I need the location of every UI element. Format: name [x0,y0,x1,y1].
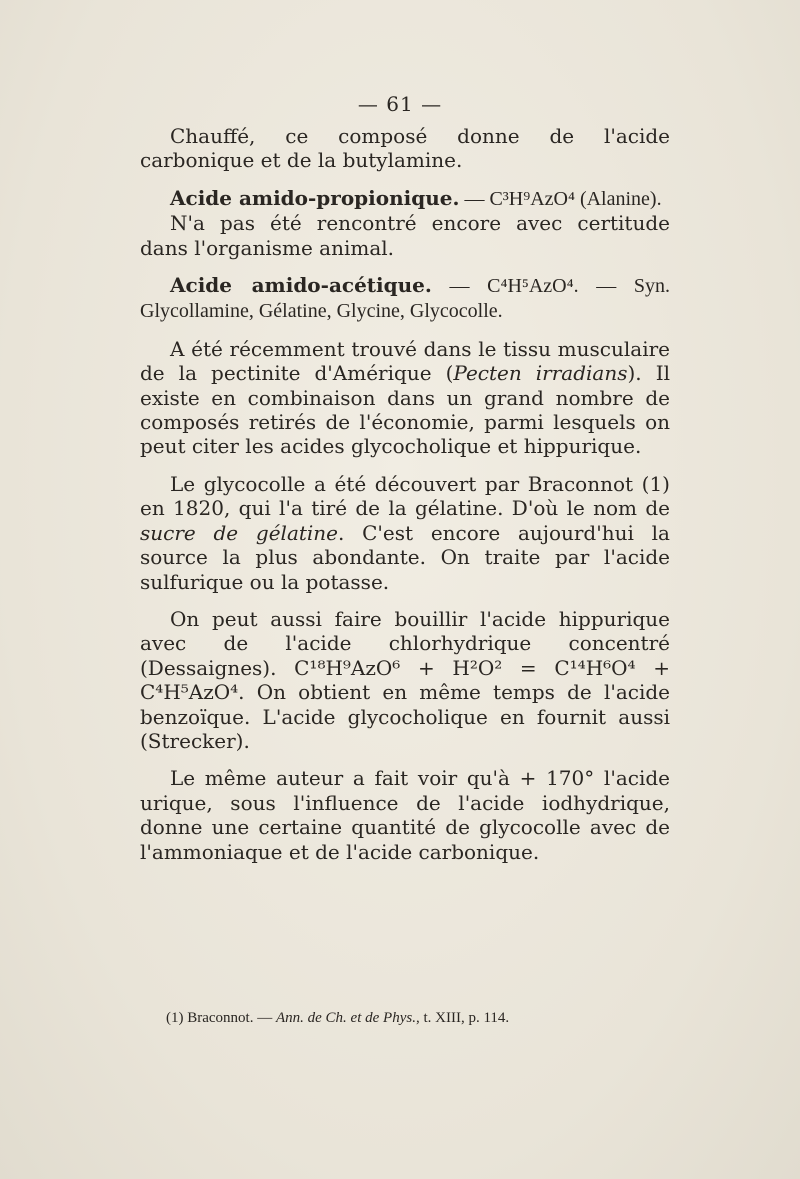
paragraph-glycocolle-heading [140,273,670,324]
paragraph-hippurique: On peut aussi faire bouillir l'acide hippurique avec de l'acide chlorhydrique concentré (Dessaignes). C¹⁸H⁹AzO⁶ + H²O² = C¹⁴H⁶O⁴ + C⁴H⁵AzO⁴. On obtient en même temps de l'acide benzoïque. L'acide glycocholique en fournit aussi (Strecker). [140,606,670,753]
footnote-journal: Ann. de Ch. et de Phys. [275,1010,416,1026]
species-name: Pecten irradians [453,361,628,386]
section-title-amido-acetique: Acide amido-acétique. [170,273,432,298]
footnote-text: (1) Braconnot. — [166,1010,276,1026]
footnote-text: , t. XIII, p. 114. [415,1010,510,1026]
text-run: Le glycocolle a été découvert par Braconnot (1) en 1820, qui l'a tiré de la gélatine. D'où le nom de [140,471,670,521]
text-run: A été récemment trouvé dans le tissu musculaire de la pectinite d'Amérique ( [140,336,670,386]
section-title-amido-propionique: Acide amido-propionique. [170,185,460,210]
alanine-formula: — C³H⁹AzO⁴ (Alanine). [459,187,662,210]
paragraph-butylamine: Chauffé, ce composé donne de l'acide carbonique et de la butylamine. [140,124,670,173]
paragraph-urique: Le même auteur a fait voir qu'à + 170° l'acide urique, sous l'influence de l'acide iodhydrique, donne une certaine quantité de glycocolle avec de l'ammoniaque et de l'acide carbonique. [140,766,670,864]
paragraph-alanine-heading [140,186,670,211]
text-run: . C'est encore aujourd'hui la source la plus abondante. On traite par l'acide sulfurique ou la potasse. [140,520,670,594]
paragraph-pectinite [140,337,670,459]
glycocolle-formula-synonyms: — C⁴H⁵AzO⁴. — Syn. Glycollamine, Gélatine, Glycine, Glycocolle. [140,275,670,323]
body-text [140,124,670,864]
italic-term: sucre de gélatine [140,520,339,545]
paragraph-alanine-note: N'a pas été rencontré encore avec certitude dans l'organisme animal. [140,211,670,260]
page-number: — 61 — [357,92,443,116]
text-run: ). Il existe en combinaison dans un grand nombre de composés retirés de l'économie, parmi lesquels on peut citer les acides glycocholique et hippurique. [140,361,670,459]
paragraph-braconnot [140,472,670,594]
footnote [140,1010,670,1027]
